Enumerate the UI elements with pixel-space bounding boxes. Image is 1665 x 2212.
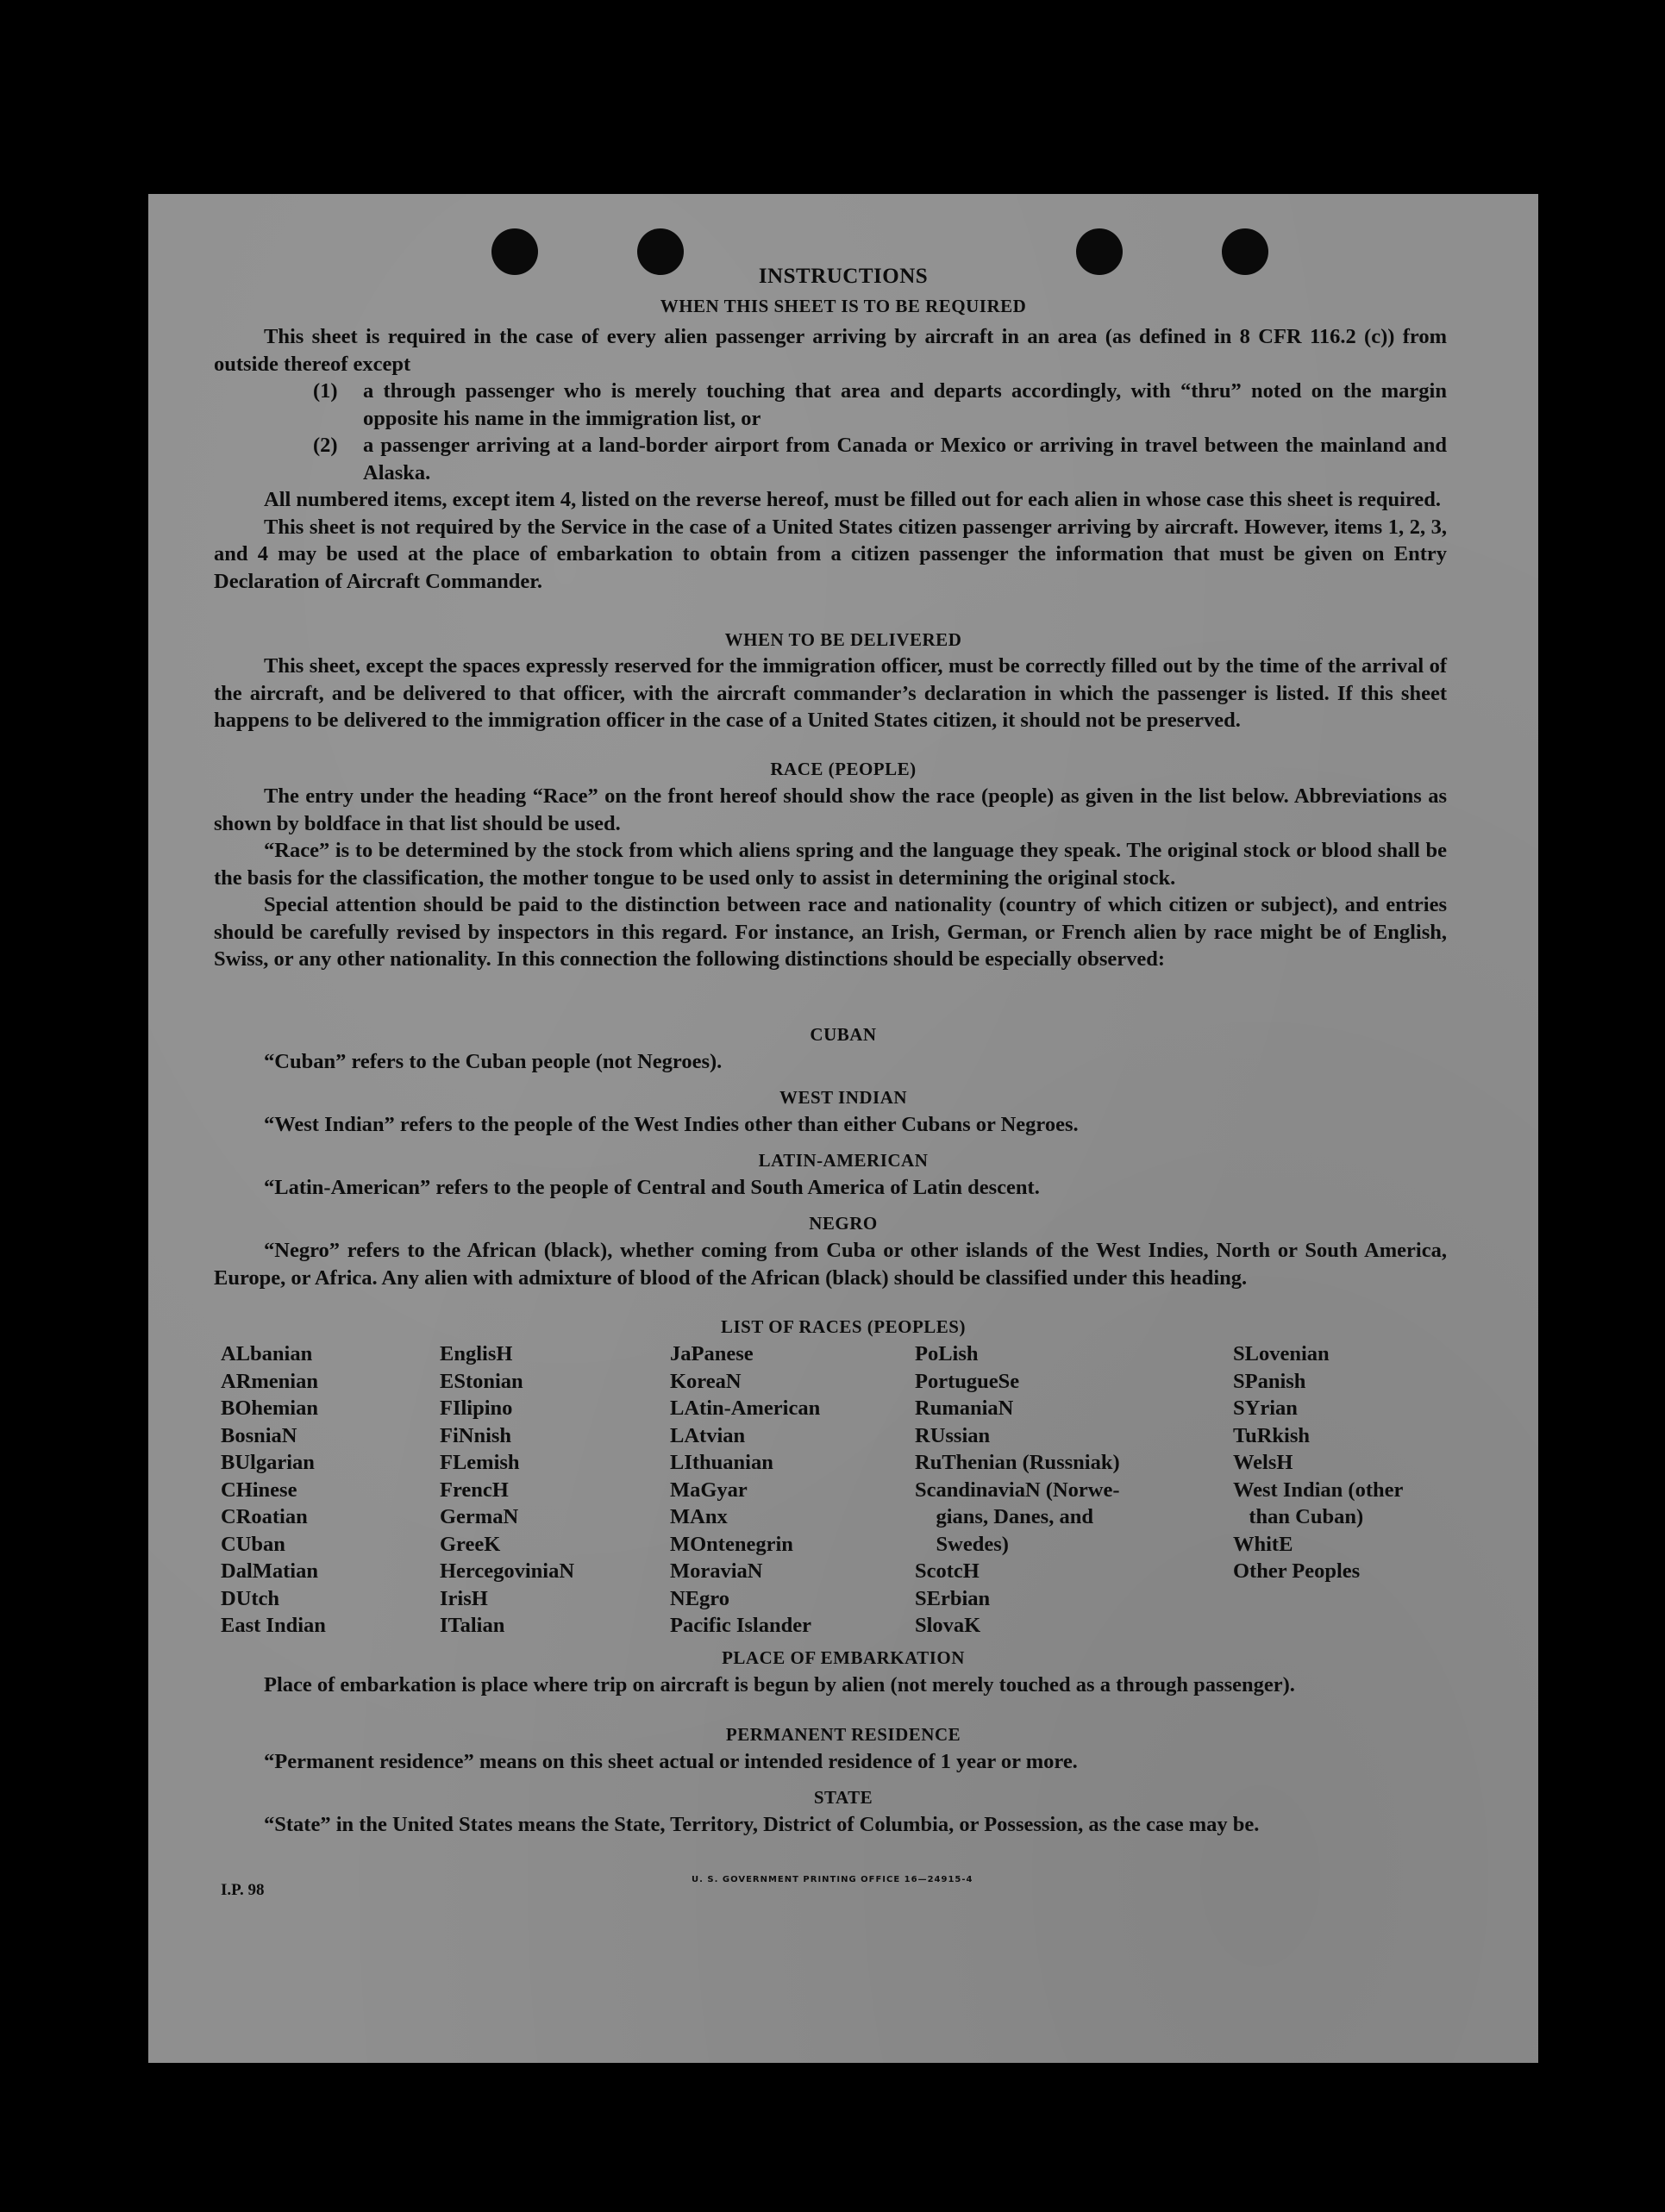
races-column <box>915 1340 1120 1640</box>
race-item: BOhemian <box>221 1397 318 1420</box>
section-title-cuban: CUBAN <box>810 1024 877 1045</box>
state-definition: “State” in the United States means the State, Territory, District of Columbia, or Possession, as the case may be. <box>264 1813 1260 1836</box>
exception-number: (1) <box>313 379 338 403</box>
race-item: PortugueSe <box>915 1369 1020 1393</box>
race-item: WhitE <box>1233 1532 1293 1556</box>
race-item: gians, Danes, and <box>915 1505 1093 1528</box>
latin-american-definition: “Latin-American” refers to the people of Central and South America of Latin descent. <box>264 1176 1040 1199</box>
exception-number: (2) <box>313 434 338 457</box>
race-item: PoLish <box>915 1342 979 1365</box>
race-item: NEgro <box>670 1586 729 1610</box>
race-item: SYrian <box>1233 1397 1298 1420</box>
race-item: FLemish <box>440 1451 520 1474</box>
citizen-paragraph: This sheet is not required by the Service in the case of a United States citizen passenger arriving by aircraft. However, items 1, 2, 3, and 4 may be used at the place of embarkation to obtain from a citizen passenger the information that must be given on Entry Declaration of Aircraft Commander. <box>214 515 1447 593</box>
race-item: FrencH <box>440 1478 509 1502</box>
race-item: MoraviaN <box>670 1559 763 1583</box>
race-item: WelsH <box>1233 1451 1293 1474</box>
race-item: ARmenian <box>221 1369 318 1393</box>
state-section <box>214 1811 1447 1839</box>
race-item: SlovaK <box>915 1614 981 1637</box>
exception-item <box>214 378 1447 432</box>
race-item: CUban <box>221 1532 285 1556</box>
section-title-races-list: LIST OF RACES (PEOPLES) <box>721 1316 966 1337</box>
race-item: ALbanian <box>221 1342 313 1365</box>
race-item: ITalian <box>440 1614 505 1637</box>
section-title-latin-american: LATIN-AMERICAN <box>758 1150 929 1171</box>
section-title-state: STATE <box>813 1787 873 1808</box>
race-paragraph: The entry under the heading “Race” on the front hereof should show the race (people) as given in the list below. Abbreviations as shown by boldface in that list should be used. <box>214 784 1447 835</box>
race-item: KoreaN <box>670 1369 742 1393</box>
required-paragraph: All numbered items, except item 4, listed on the reverse hereof, must be filled out for each alien in whose case this sheet is required. <box>264 488 1442 511</box>
required-intro: This sheet is required in the case of every alien passenger arriving by aircraft in an area (as defined in 8 CFR 116.2 (c)) from outside thereof except <box>214 325 1447 376</box>
section-race <box>214 783 1447 973</box>
race-item: RuThenian (Russniak) <box>915 1451 1120 1474</box>
races-column <box>440 1340 574 1640</box>
race-item: TuRkish <box>1233 1423 1311 1447</box>
race-item: EnglisH <box>440 1342 513 1365</box>
section-title-embarkation: PLACE OF EMBARKATION <box>722 1647 965 1668</box>
delivered-paragraph: This sheet, except the spaces expressly reserved for the immigration officer, must be correctly filled out by the time of the arrival of the aircraft, and be delivered to that officer, with the aircraft commander’s declaration in which the passenger is listed. If this sheet happens to be delivered to the immigration officer in the case of a United States citizen, it should not be preserved. <box>214 654 1447 732</box>
cuban-definition: “Cuban” refers to the Cuban people (not Negroes). <box>264 1050 723 1073</box>
race-item: JaPanese <box>670 1342 754 1365</box>
race-paragraph: “Race” is to be determined by the stock from which aliens spring and the language they speak. The original stock or blood shall be the basis for the classification, the mother tongue to be used only to assist in determining the original stock. <box>214 839 1447 890</box>
section-title-race: RACE (PEOPLE) <box>770 759 917 779</box>
negro-definition: “Negro” refers to the African (black), whether coming from Cuba or other islands of the West Indies, North or South America, Europe, or Africa. Any alien with admixture of blood of the African (black) should be classified under this heading. <box>214 1239 1447 1290</box>
race-item: FiNnish <box>440 1423 512 1447</box>
embarkation-definition: Place of embarkation is place where trip on aircraft is begun by alien (not merely touched as a through passenger). <box>264 1673 1295 1696</box>
race-item: RumaniaN <box>915 1397 1014 1420</box>
instruction-sheet <box>148 194 1538 2063</box>
race-item: FIlipino <box>440 1397 513 1420</box>
residence-definition: “Permanent residence” means on this sheet actual or intended residence of 1 year or more. <box>264 1750 1078 1773</box>
form-number: I.P. 98 <box>221 1881 265 1899</box>
section-required <box>214 323 1447 595</box>
section-delivered <box>214 653 1447 734</box>
exception-text: a through passenger who is merely touching that area and departs accordingly, with “thru” noted on the margin opposite his name in the immigration list, or <box>363 379 1447 430</box>
race-item: LAtvian <box>670 1423 746 1447</box>
race-paragraph: Special attention should be paid to the distinction between race and nationality (country of which citizen or subject), and entries should be carefully revised by inspectors in this regard. For instance, an Irish, German, or French alien by race might be of English, Swiss, or any other nationality. In this connection the following distinctions should be especially observed: <box>214 893 1447 971</box>
section-title-residence: PERMANENT RESIDENCE <box>725 1724 961 1745</box>
embarkation-section <box>214 1671 1447 1699</box>
race-item: DalMatian <box>221 1559 318 1583</box>
race-item: RUssian <box>915 1423 991 1447</box>
race-item: East Indian <box>221 1614 326 1637</box>
races-column <box>1233 1340 1403 1585</box>
race-item: HercegoviniaN <box>440 1559 575 1583</box>
race-item: Swedes) <box>915 1532 1009 1556</box>
race-item: LIthuanian <box>670 1451 773 1474</box>
exception-item <box>214 432 1447 486</box>
race-item: GreeK <box>440 1532 501 1556</box>
race-item: MAnx <box>670 1505 728 1528</box>
negro-section <box>214 1237 1447 1291</box>
race-item: CRoatian <box>221 1505 308 1528</box>
race-item: SPanish <box>1233 1369 1306 1393</box>
races-column <box>221 1340 326 1640</box>
section-title-negro: NEGRO <box>809 1213 878 1234</box>
race-item: SLovenian <box>1233 1342 1330 1365</box>
race-item: SErbian <box>915 1586 991 1610</box>
race-item: West Indian (other <box>1233 1478 1404 1502</box>
race-item: Pacific Islander <box>670 1614 811 1637</box>
main-heading: INSTRUCTIONS <box>758 265 929 288</box>
race-item: IrisH <box>440 1586 488 1610</box>
section-title-delivered: WHEN TO BE DELIVERED <box>724 629 962 650</box>
race-item: Other Peoples <box>1233 1559 1361 1583</box>
race-item: than Cuban) <box>1233 1505 1364 1528</box>
race-item: ScotcH <box>915 1559 980 1583</box>
section-title-west-indian: WEST INDIAN <box>779 1087 908 1108</box>
section-title-required: WHEN THIS SHEET IS TO BE REQUIRED <box>660 296 1027 316</box>
west-indian-definition: “West Indian” refers to the people of the West Indies other than either Cubans or Negroes. <box>264 1113 1079 1136</box>
race-item: DUtch <box>221 1586 280 1610</box>
race-item: CHinese <box>221 1478 297 1502</box>
race-item: BosniaN <box>221 1423 297 1447</box>
exception-text: a passenger arriving at a land-border airport from Canada or Mexico or arriving in travel between the mainland and Alaska. <box>363 434 1447 484</box>
race-item: MaGyar <box>670 1478 748 1502</box>
races-column <box>670 1340 820 1640</box>
race-item: GermaN <box>440 1505 519 1528</box>
race-item: ScandinaviaN (Norwe- <box>915 1478 1120 1502</box>
race-item: MOntenegrin <box>670 1532 793 1556</box>
race-item: LAtin-American <box>670 1397 821 1420</box>
race-item: EStonian <box>440 1369 523 1393</box>
race-item: BUlgarian <box>221 1451 315 1474</box>
printer-imprint: U. S. GOVERNMENT PRINTING OFFICE 16—24915-4 <box>692 1875 973 1884</box>
